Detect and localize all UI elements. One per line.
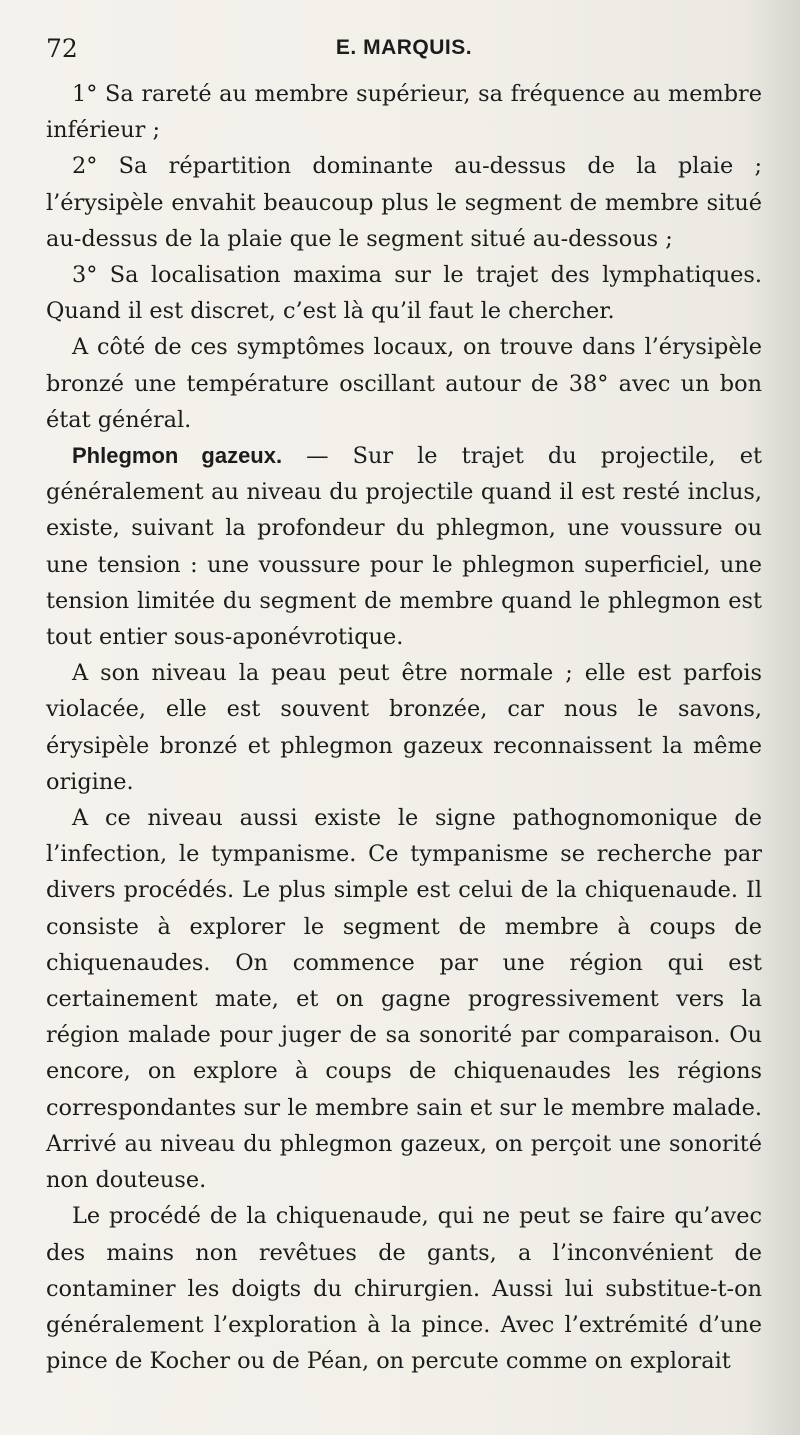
paragraph-text: — Sur le trajet du projectile, et généralement au niveau du projectile quand il est resté inclus, existe, suivant la profondeur du phlegmon, une voussure ou une tension : une voussure pour le phlegmon superficiel, une tension limitée du segment de membre quand le phlegmon est tout entier sous-aponévrotique.: [46, 443, 762, 651]
paragraph-text: A côté de ces symptômes locaux, on trouve dans l’érysipèle bronzé une température oscillant autour de 38° avec un bon état général.: [46, 334, 762, 433]
paragraph: [46, 329, 762, 438]
paragraph: [46, 655, 762, 800]
paragraph: [46, 148, 762, 257]
page-header: [46, 30, 762, 70]
paragraph: [46, 257, 762, 329]
paragraph: [46, 438, 762, 655]
paragraph-text: Le procédé de la chiquenaude, qui ne peut se faire qu’avec des mains non revêtues de gants, a l’inconvénient de contaminer les doigts du chirurgien. Aussi lui substitue-t-on généralement l’exploration à la pince. Avec l’extrémité d’une pince de Kocher ou de Péan, on percute comme on explorait: [46, 1203, 762, 1375]
page-number: 72: [46, 34, 78, 63]
paragraph-text: 3° Sa localisation maxima sur le trajet des lymphatiques. Quand il est discret, c’est là qu’il faut le chercher.: [46, 262, 762, 325]
paragraph: [46, 1198, 762, 1379]
paragraph: [46, 800, 762, 1198]
paragraph-text: 2° Sa répartition dominante au-dessus de la plaie ; l’érysipèle envahit beaucoup plus le segment de membre situé au-dessus de la plaie que le segment situé au-dessous ;: [46, 153, 762, 252]
running-head: E. MARQUIS.: [335, 36, 473, 59]
paragraph-text: A ce niveau aussi existe le signe pathognomonique de l’infection, le tympanisme. Ce tympanisme se recherche par divers procédés. Le plus simple est celui de la chiquenaude. Il consiste à explorer le segment de membre à coups de chiquenaudes. On commence par une région qui est certainement mate, et on gagne progressivement vers la région malade pour juger de sa sonorité par comparaison. Ou encore, on explore à coups de chiquenaudes les régions correspondantes sur le membre sain et sur le membre malade. Arrivé au niveau du phlegmon gazeux, on perçoit une sonorité non douteuse.: [46, 805, 762, 1194]
section-heading: Phlegmon gazeux.: [72, 443, 283, 469]
body-text: [46, 76, 762, 1379]
paragraph: [46, 76, 762, 148]
paragraph-text: 1° Sa rareté au membre supérieur, sa fréquence au membre inférieur ;: [46, 81, 762, 144]
paragraph-text: A son niveau la peau peut être normale ; elle est parfois violacée, elle est souvent bronzée, car nous le savons, érysipèle bronzé et phlegmon gazeux reconnaissent la même origine.: [46, 660, 762, 795]
